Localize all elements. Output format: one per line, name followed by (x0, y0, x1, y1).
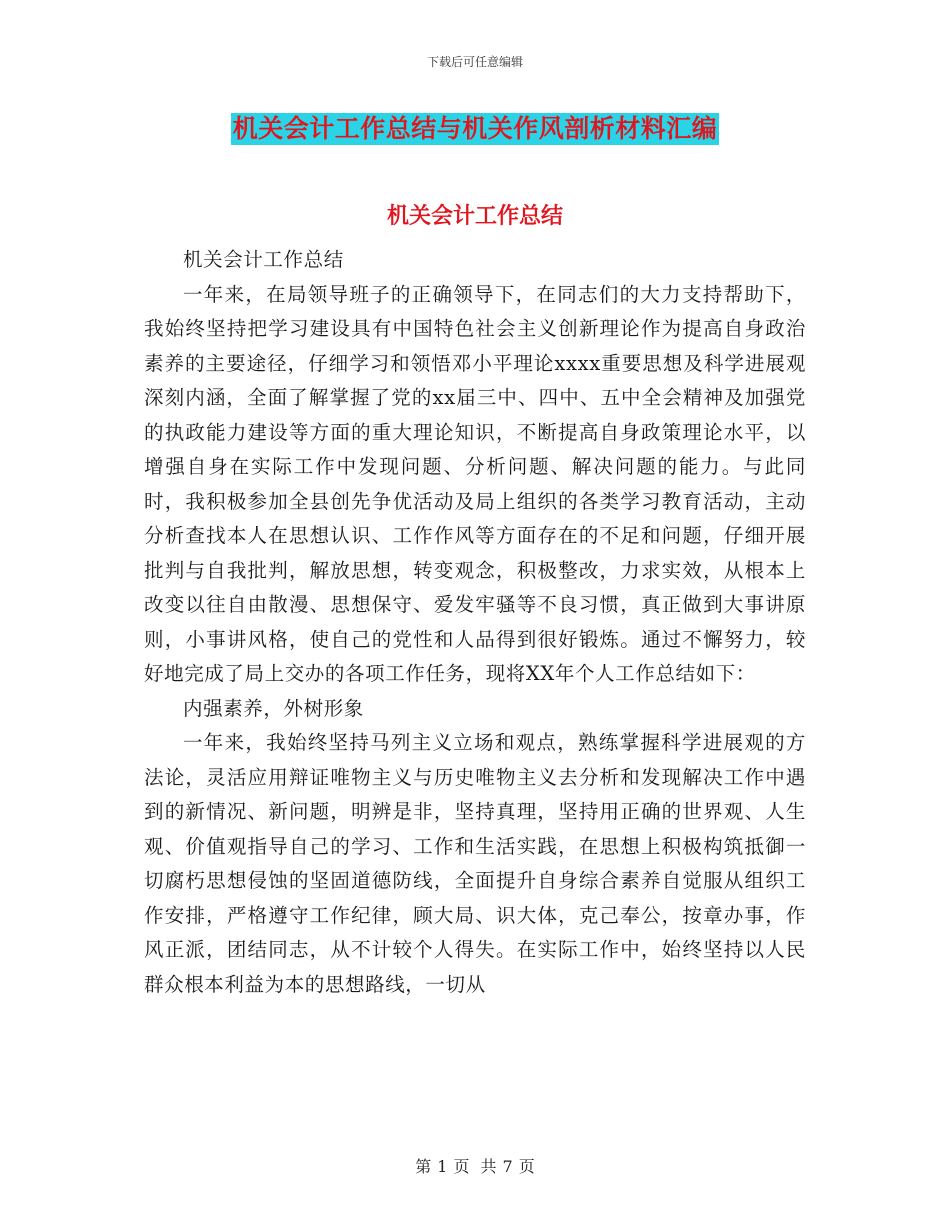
header-note: 下载后可任意编辑 (426, 55, 523, 69)
page-total: 7 (502, 1157, 513, 1176)
main-title-text: 机关会计工作总结与机关作风剖析材料汇编 (232, 114, 718, 143)
paragraph: 一年来，在局领导班子的正确领导下，在同志们的大力支持帮助下，我始终坚持把学习建设具有中国特色社会主义创新理论作为提高自身政治素养的主要途径，仔细学习和领悟邓小平理论xxxx重要思想及科学进展观深刻内涵，全面了解掌握了党的xx届三中、四中、五中全会精神及加强党的执政能力建设等方面的重大理论知识，不断提高自身政策理论水平，以增强自身在实际工作中发现问题、分析问题、解决问题的能力。与此同时，我积极参加全县创先争优活动及局上组织的各类学习教育活动，主动分析查找本人在思想认识、工作作风等方面存在的不足和问题，仔细开展批判与自我批判，解放思想，转变观念，积极整改，力求实效，从根本上改变以往自由散漫、思想保守、爱发牢骚等不良习惯，真正做到大事讲原则，小事讲风格，使自己的党性和人品得到很好锻炼。通过不懈努力，较好地完成了局上交办的各项工作任务，现将XX年个人工作总结如下： (144, 282, 806, 685)
main-title (0, 113, 950, 145)
section-title: 机关会计工作总结 (386, 204, 563, 229)
footer-middle: 页 共 (453, 1157, 497, 1176)
footer-suffix: 页 (518, 1157, 535, 1176)
page-footer (0, 1154, 950, 1177)
page-number: 1 (437, 1157, 448, 1176)
paragraph: 机关会计工作总结 (183, 248, 344, 271)
paragraph: 内强素养，外树形象 (183, 696, 364, 720)
paragraph: 一年来，我始终坚持马列主义立场和观点，熟练掌握科学进展观的方法论，灵活应用辩证唯物主义与历史唯物主义去分析和发现解决工作中遇到的新情况、新问题，明辨是非，坚持真理，坚持用正确的世界观、人生观、价值观指导自己的学习、工作和生活实践，在思想上积极构筑抵御一切腐朽思想侵蚀的坚固道德防线，全面提升自身综合素养自觉服从组织工作安排，严格遵守工作纪律，顾大局、识大体，克己奉公，按章办事，作风正派，团结同志，从不计较个人得失。在实际工作中，始终坚持以人民群众根本利益为本的思想路线，一切从 (144, 731, 806, 996)
footer-prefix: 第 (415, 1157, 432, 1176)
body-text (144, 223, 806, 1002)
